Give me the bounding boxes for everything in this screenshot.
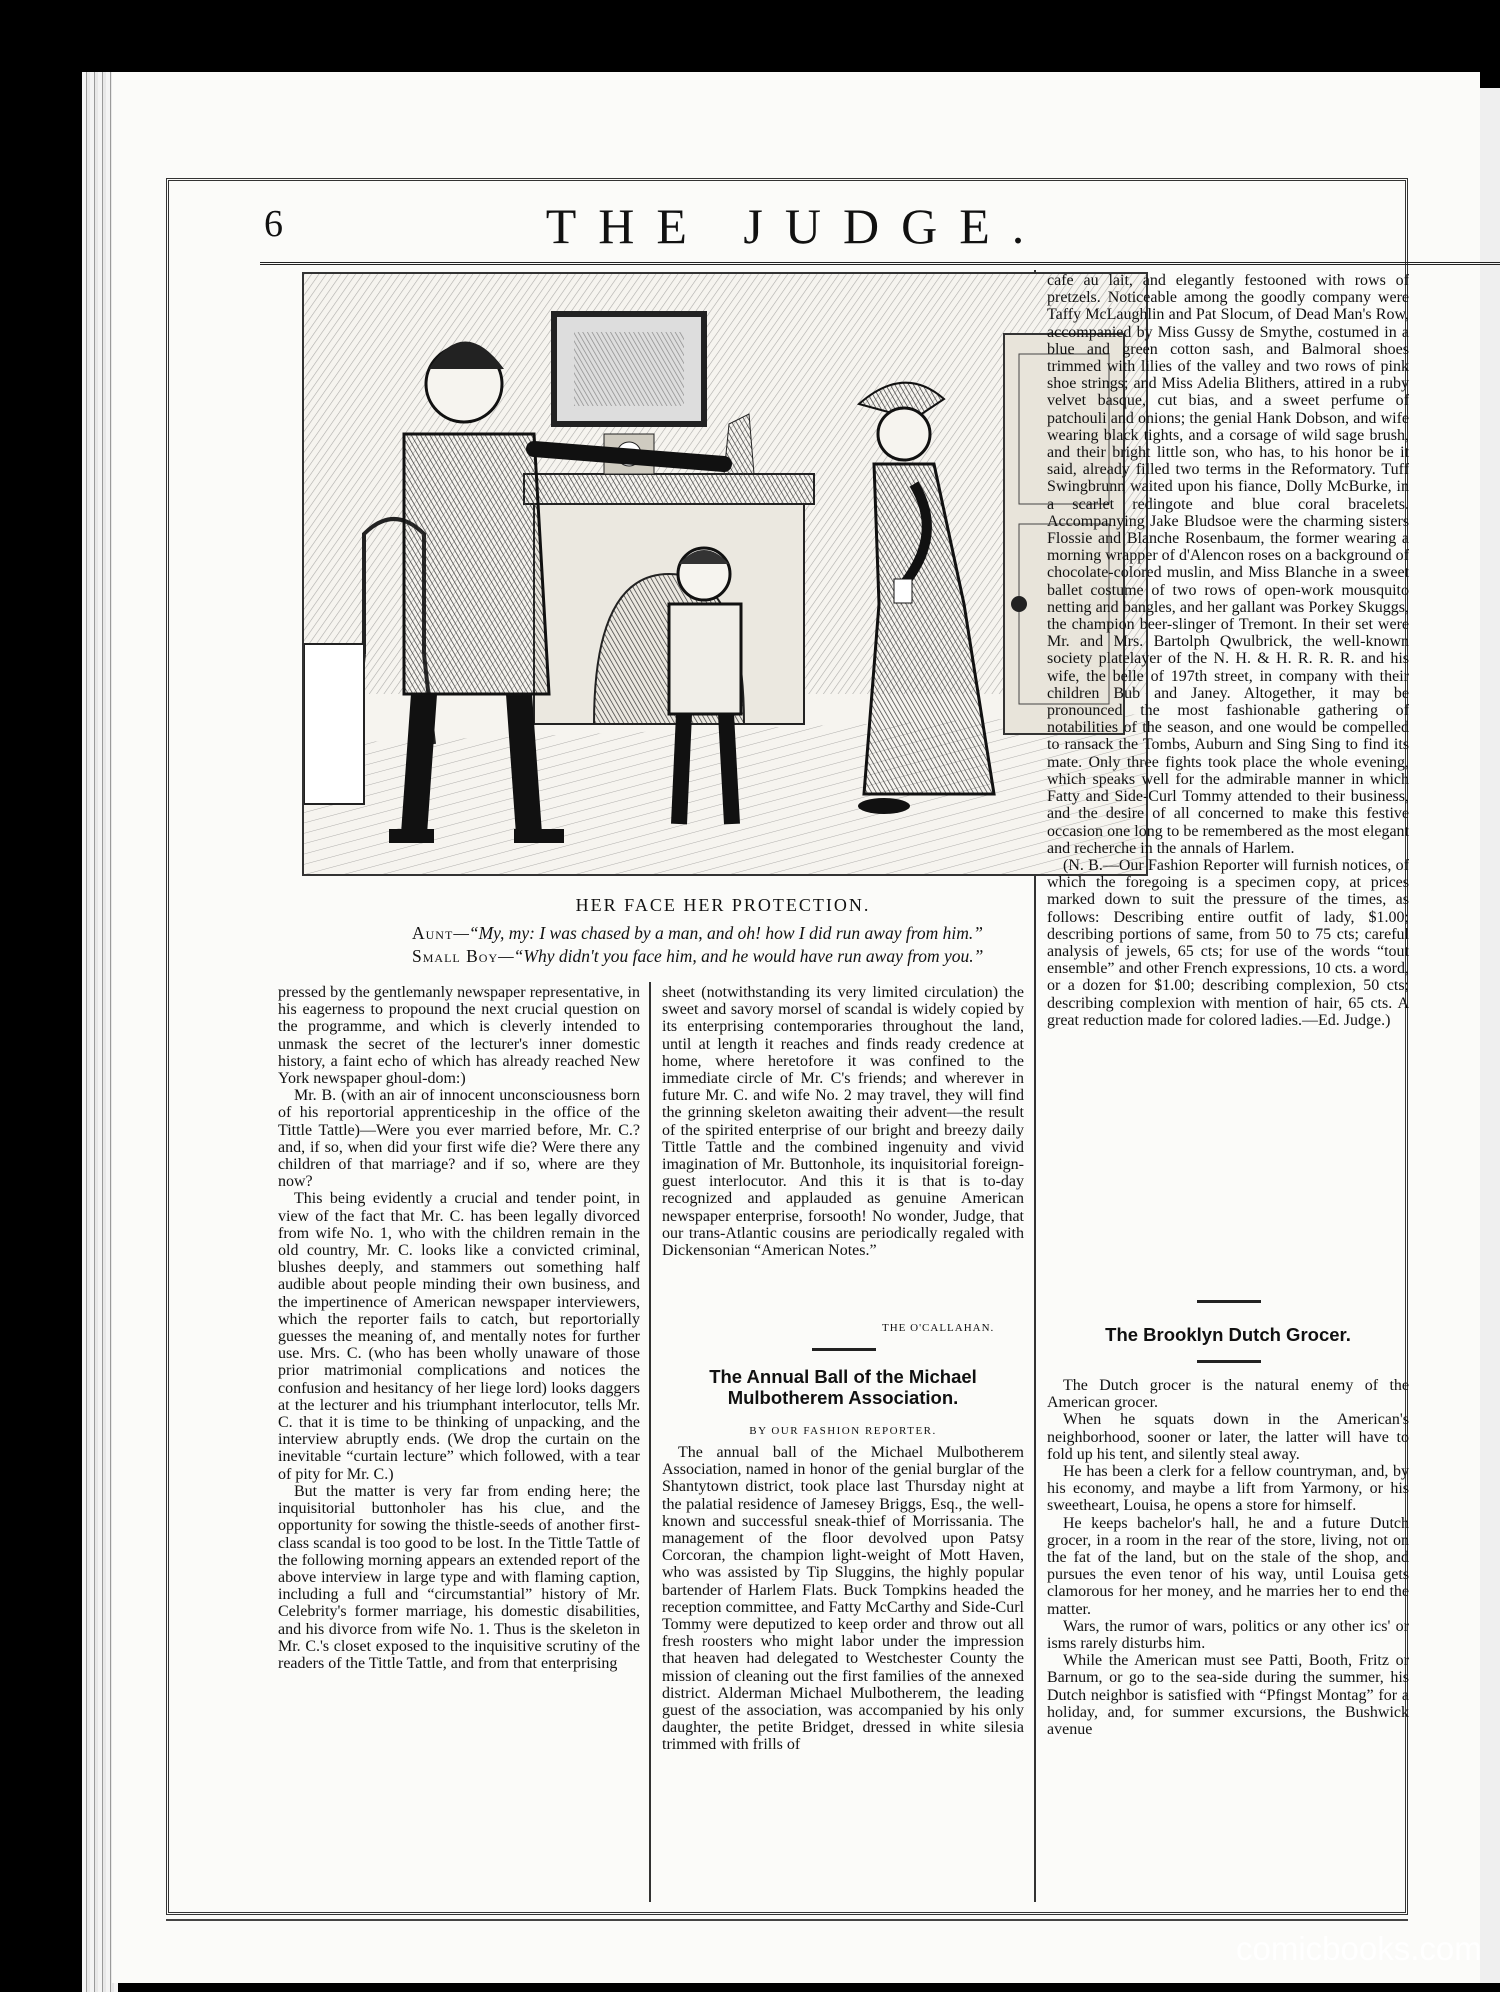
caption-aunt-speaker: Aunt bbox=[412, 923, 454, 943]
ball-article-body bbox=[662, 1444, 1024, 1906]
caption-aunt-text: —“My, my: I was chased by a man, and oh! how I did run away from him.” bbox=[453, 923, 983, 943]
page-right-edge bbox=[1478, 88, 1500, 1983]
caption-boy-speaker: Small Boy bbox=[412, 946, 499, 966]
ball-article-paragraph: The annual ball of the Michael Mulbotherem Association, named in honor of the genial burglar of the Shantytown district, took place last Thursday night at the palatial residence of Jamesey Briggs, Esq., the well-known and successful sneak-thief of Morrissania. The management of the floor devolved upon Patsy Corcoran, the champion light-weight of Mott Haven, who was assisted by Tip Sluggins, the highly popular bartender of Harlem Flats. Buck Tompkins headed the reception committee, and Fatty McCarthy and Side-Curl Tommy were deputized to keep order and throw out all fresh roosters who might labor under the impression that heaven had delegated to Westchester County the mission of cleaning out the first families of the annexed district. Alderman Michael Mulbotherem, the leading guest of the association, was accompanied by his only daughter, the petite Bridget, dressed in white silesia trimmed with frills of bbox=[662, 1444, 1024, 1754]
grocer-article-paragraph: While the American must see Patti, Booth, Fritz or Barnum, or go to the sea-side during the summer, his Dutch neighbor is satisfied with “Pfingst Montag” for a holiday, and, for summer excursions, the Bushwick avenue bbox=[1047, 1652, 1409, 1739]
column-1 bbox=[278, 984, 640, 1907]
grocer-article-paragraph: When he squats down in the American's neighborhood, sooner or later, the latter will have to fold up his tent, and silently steal away. bbox=[1047, 1411, 1409, 1463]
grocer-article-paragraph: He keeps bachelor's hall, he and a future Dutch grocer, in a room in the rear of the store, living, not on the fat of the land, but on the stale of the shop, and pursues the even tenor of his way, until Louisa gets clamorous for her money, and he marries her to end the matter. bbox=[1047, 1514, 1409, 1618]
article-signature: THE O'CALLAHAN. bbox=[882, 1322, 995, 1334]
column-1-paragraph: pressed by the gentlemanly newspaper representative, in his eagerness to propound the next crucial question on the programme, and which is cleverly intended to unmask the secret of the lecturer's inner domestic history, a faint echo of which has already reached New York newspaper ghoul-dom:) bbox=[278, 984, 640, 1088]
grocer-article-paragraph: He has been a clerk for a fellow countryman, and, by his economy, and maybe a lift from Yarmony, or his sweetheart, Louisa, he opens a store for himself. bbox=[1047, 1463, 1409, 1515]
ball-article-title: The Annual Ball of the Michael Mulbotherem Association. bbox=[709, 1366, 977, 1408]
caption-aunt-line bbox=[412, 923, 983, 944]
caption-boy-line bbox=[412, 946, 983, 967]
cartoon-caption-title: HER FACE HER PROTECTION. bbox=[575, 895, 871, 915]
column-2-paragraph: sheet (notwithstanding its very limited circulation) the sweet and savory morsel of scandal is widely copied by its enterprising contemporaries throughout the land, until at length it reaches and finds ready credence at home, where heretofore it was confined to the immediate circle of Mr. C's friends; and wherever in future Mr. C. and wife No. 2 may travel, they will find the grinning skeleton awaiting their advent—the result of the spirited enterprise of our bright and breezy daily Tittle Tattle and the combined ingenuity and vivid imagination of Mr. Buttonhole, its inquisitorial foreign-guest interlocutor. And this it is that is to-day recognized and applauded as genuine American newspaper enterprise, forsooth! No wonder, Judge, that our trans-Atlantic cousins are periodically regaled with Dickensonian “American Notes.” bbox=[662, 984, 1024, 1260]
masthead-rule bbox=[260, 262, 1500, 265]
grocer-article-body bbox=[1047, 1377, 1409, 1905]
page-bottom-rule bbox=[166, 1919, 1408, 1921]
ball-article-byline: BY OUR FASHION REPORTER. bbox=[749, 1425, 937, 1437]
column-3 bbox=[1047, 272, 1409, 1284]
article-divider bbox=[1197, 1360, 1261, 1363]
article-divider bbox=[812, 1348, 876, 1351]
column-1-paragraph: Mr. B. (with an air of innocent unconsciousness born of his reportorial apprenticeship in the office of the Tittle Tattle)—Were you ever married before, Mr. C.? and, if so, when did your first wife die? Were there any children of that marriage? and if so, where are they now? bbox=[278, 1087, 640, 1191]
column-3-paragraph: (N. B.—Our Fashion Reporter will furnish notices, of which the foregoing is a specimen copy, at prices marked down to suit the pressure of the times, as follows: Describing entire outfit of lady, $1.00; describing portions of same, from 50 to 75 cts; careful analysis of jewels, 65 cts; for use of the words “tout ensemble” and other French expressions, 10 cts. a word, or a dozen for $1.00; describing complexion, 50 cts; describing complexion with mention of hair, 65 cts. A great reduction made for colored ladies.—Ed. Judge.) bbox=[1047, 856, 1409, 1029]
grocer-article-paragraph: Wars, the rumor of wars, politics or any other ics' or isms rarely disturbs him. bbox=[1047, 1617, 1409, 1653]
article-divider bbox=[1197, 1300, 1261, 1303]
cartoon-illustration bbox=[302, 272, 1148, 876]
site-watermark: comicbooks.com bbox=[1236, 1930, 1482, 1967]
column-rule-right bbox=[1034, 980, 1036, 1902]
page-number: 6 bbox=[264, 203, 283, 245]
column-2 bbox=[662, 984, 1024, 1339]
masthead-title: THE JUDGE. bbox=[545, 198, 1047, 254]
newspaper-page bbox=[112, 72, 1480, 1983]
grocer-article-title: The Brooklyn Dutch Grocer. bbox=[1105, 1324, 1351, 1345]
column-3-paragraph: cafe au lait, and elegantly festooned with rows of pretzels. Noticeable among the goodly company were Taffy McLaughlin and Pat Slocum, of Dead Man's Row, accompanied by Miss Gussy de Smythe, costumed in a blue and green cotton sash, and Balmoral shoes trimmed with lilies of the valley and two rows of pink shoe strings; and Miss Adelia Blithers, attired in a ruby velvet basque, cut bias, and a sweet perfume of patchouli and onions; the genial Hank Dobson, and wife wearing black tights, and a corsage of wild sage brush, and their bright little son, who has, to his honor be it said, already filled two terms in the Reformatory. Tuff Swingbrunn waited upon his fiance, Dolly McBurke, in a scarlet redingote and blue coral bracelets. Accompanying Jake Bludsoe were the charming sisters Flossie and Blanche Rosenbaum, the former wearing a morning wrapper of d'Alencon roses on a background of chocolate-colored muslin, and Miss Blanche in a sweet ballet costume of two rows of open-work mousquito netting and bangles, and her gallant was Porkey Skuggs, the champion beer-slinger of Tremont. In their set were Mr. and Mrs. Bartolph Qwulbrick, the well-known society platelayer of the N. H. & H. R. R. R. and his wife, the belle of 197th street, in company with their children Bub and Janey. Altogether, it may be pronounced the most fashionable gathering of notabilities of the season, and one would be compelled to ransack the Tombs, Auburn and Sing Sing to find its mate. Only three fights took place the whole evening, which speaks well for the admirable manner in which Fatty and Side-Curl Tommy attended to their business, and the desire of all concerned to make this festive occasion one long to be remembered as the most elegant and recherche in the annals of Harlem. bbox=[1047, 272, 1409, 857]
cartoon-drawing bbox=[304, 274, 1146, 874]
column-1-paragraph: This being evidently a crucial and tender point, in view of the fact that Mr. C. has been legally divorced from wife No. 1, who with the children remain in the old country, Mr. C. looks like a convicted criminal, blushes deeply, and stammers out something half audible about people minding their own business, and the impertinence of American newspaper interviewers, which the reporter fails to catch, but reportorially guesses the meaning of, and mentally notes for further use. Mrs. C. (who has been wholly unaware of those prior matrimonial complications and notices the confusion and hesitancy of her liege lord) looks daggers at the lecturer and his triumphant interlocutor, tells Mr. C. that it is time to be thinking of unpacking, and the interview abruptly ends. (We drop the curtain on the inevitable “curtain lecture” which followed, with a tear of pity for Mr. C.) bbox=[278, 1190, 640, 1483]
column-rule-left bbox=[649, 982, 651, 1902]
column-1-paragraph: But the matter is very far from ending here; the inquisitorial buttonholer has his clue, and the opportunity for sowing the thistle-seeds of another first-class scandal is too good to be lost. In the Tittle Tattle of the following morning appears an extended report of the above interview in large type and with flaming caption, including a full and “circumstantial” history of Mr. Celebrity's former marriage, his domestic disabilities, and his divorce from wife No. 1. Thus is the skeleton in Mr. C.'s closet exposed to the inquisitive scrutiny of the readers of the Tittle Tattle, and from that enterprising bbox=[278, 1482, 640, 1672]
caption-boy-text: —“Why didn't you face him, and he would have run away from you.” bbox=[498, 946, 984, 966]
grocer-article-paragraph: The Dutch grocer is the natural enemy of the American grocer. bbox=[1047, 1377, 1409, 1412]
